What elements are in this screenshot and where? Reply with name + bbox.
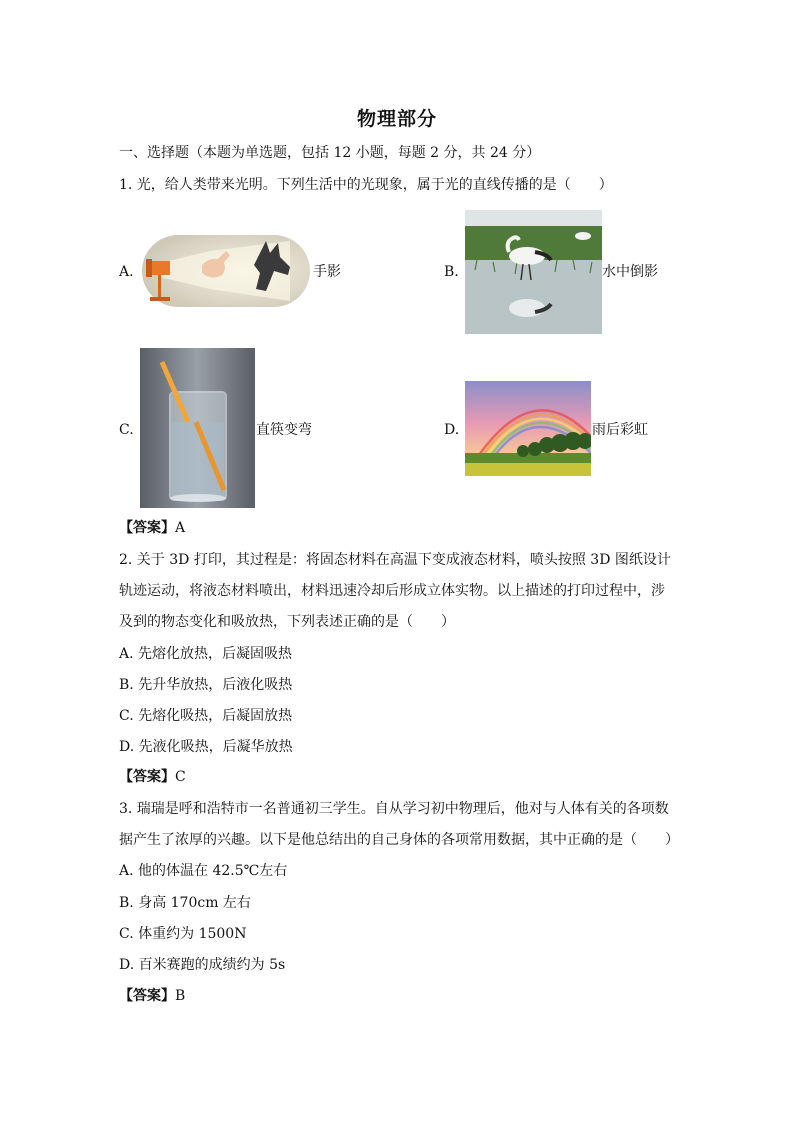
- q3-stem-line-1: 3. 瑞瑞是呼和浩特市一名普通初三学生。自从学习初中物理后，他对与人体有关的各项数: [119, 801, 669, 817]
- rainbow-image: [465, 381, 591, 476]
- q3-stem-line-2: 据产生了浓厚的兴趣。以下是他总结出的自己身体的各项常用数据，其中正确的是（ ）: [119, 832, 679, 848]
- q1-option-b-letter: B.: [444, 264, 459, 280]
- q2-option-d: D. 先液化吸热，后凝华放热: [119, 739, 293, 755]
- q3-option-d: D. 百米赛跑的成绩约为 5s: [119, 957, 286, 973]
- q1-option-c-caption: 直筷变弯: [256, 422, 312, 438]
- q3-option-c: C. 体重约为 1500N: [119, 926, 247, 942]
- q3-option-a: A. 他的体温在 42.5℃左右: [119, 863, 288, 879]
- q1-option-a-letter: A.: [119, 264, 134, 280]
- q3-option-b: B. 身高 170cm 左右: [119, 895, 251, 911]
- q1-option-a-caption: 手影: [313, 264, 341, 280]
- q2-answer: [119, 767, 186, 787]
- q1-option-c-letter: C.: [119, 422, 134, 438]
- answer-label: 【答案】: [119, 769, 175, 785]
- q2-stem-line-3: 及到的物态变化和吸放热，下列表述正确的是（ ）: [119, 614, 455, 630]
- pencil-in-glass-image: [140, 348, 255, 508]
- answer-value: A: [175, 520, 186, 536]
- crane-reflection-image: [465, 210, 602, 334]
- q1-answer: [119, 518, 185, 538]
- q2-option-b: B. 先升华放热，后液化吸热: [119, 677, 293, 693]
- q2-option-a: A. 先熔化放热，后凝固吸热: [119, 646, 293, 662]
- q2-option-c: C. 先熔化吸热，后凝固放热: [119, 708, 293, 724]
- page-title: 物理部分: [356, 108, 437, 130]
- answer-label: 【答案】: [119, 520, 175, 536]
- section-heading: 一、选择题（本题为单选题，包括 12 小题，每题 2 分，共 24 分）: [119, 145, 541, 161]
- q3-answer: [119, 986, 185, 1006]
- q2-stem-line-2: 轨迹运动，将液态材料喷出，材料迅速冷却后形成立体实物。以上描述的打印过程中，涉: [119, 583, 665, 599]
- hand-shadow-image: [140, 233, 312, 309]
- q2-stem-line-1: 2. 关于 3D 打印，其过程是：将固态材料在高温下变成液态材料，喷头按照 3D 图纸设计: [119, 552, 671, 568]
- q1-option-b-caption: 水中倒影: [602, 264, 658, 280]
- q1-stem: 1. 光，给人类带来光明。下列生活中的光现象，属于光的直线传播的是（ ）: [119, 177, 613, 193]
- answer-value: B: [175, 988, 186, 1004]
- q1-option-d-caption: 雨后彩虹: [592, 422, 648, 438]
- q1-option-d-letter: D.: [444, 422, 460, 438]
- answer-value: C: [175, 769, 186, 785]
- answer-label: 【答案】: [119, 988, 175, 1004]
